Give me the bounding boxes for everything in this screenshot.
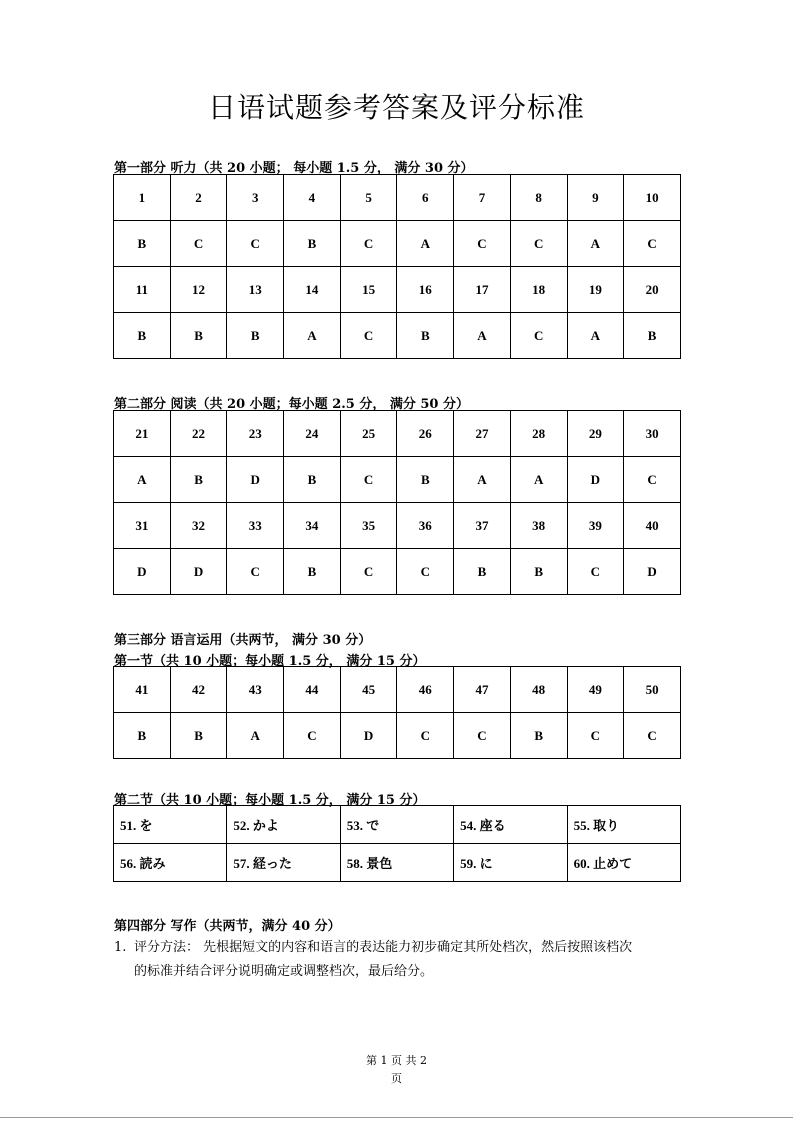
table-cell: 22 [170, 411, 227, 457]
table-cell: A [114, 457, 171, 503]
table-cell: C [340, 549, 397, 595]
table-cell: 8 [510, 175, 567, 221]
table-cell: 58. 景色 [340, 844, 453, 882]
table-row [114, 713, 681, 759]
table-cell: 9 [567, 175, 624, 221]
table-cell: 12 [170, 267, 227, 313]
table-cell: C [454, 713, 511, 759]
table-row [114, 844, 681, 882]
table-cell: C [397, 713, 454, 759]
page-footer-line2: 页 [391, 1072, 402, 1085]
table-cell: B [397, 457, 454, 503]
table-cell: C [624, 457, 681, 503]
table-row [114, 411, 681, 457]
table-cell: D [170, 549, 227, 595]
table-cell: 36 [397, 503, 454, 549]
table-cell: 40 [624, 503, 681, 549]
table-cell: 44 [284, 667, 341, 713]
part3-section1-answer-table [113, 666, 681, 759]
table-cell: 28 [510, 411, 567, 457]
table-cell: A [510, 457, 567, 503]
table-cell: 49 [567, 667, 624, 713]
table-cell: 46 [397, 667, 454, 713]
table-cell: 38 [510, 503, 567, 549]
table-cell: B [284, 221, 341, 267]
table-cell: D [624, 549, 681, 595]
table-cell: A [454, 457, 511, 503]
part1-heading: 第一部分 听力（共 20 小题； 每小题 1.5 分， 满分 30 分） [114, 161, 474, 176]
table-cell: 6 [397, 175, 454, 221]
table-cell: 48 [510, 667, 567, 713]
table-cell: 32 [170, 503, 227, 549]
part4-item-text-line1: 评分方法： 先根据短文的内容和语言的表达能力初步确定其所处档次，然后按照该档次 [134, 940, 633, 955]
table-cell: B [114, 221, 171, 267]
table-cell: B [397, 313, 454, 359]
table-cell: 56. 読み [114, 844, 227, 882]
table-cell: D [340, 713, 397, 759]
table-cell: 23 [227, 411, 284, 457]
table-cell: 15 [340, 267, 397, 313]
table-cell: C [397, 549, 454, 595]
table-cell: C [170, 221, 227, 267]
table-cell: 37 [454, 503, 511, 549]
table-cell: 19 [567, 267, 624, 313]
table-cell: C [510, 313, 567, 359]
table-cell: 4 [284, 175, 341, 221]
table-row [114, 221, 681, 267]
table-cell: 47 [454, 667, 511, 713]
table-cell: C [227, 549, 284, 595]
table-cell: C [624, 713, 681, 759]
part4-item-1 [114, 936, 684, 984]
table-cell: B [284, 549, 341, 595]
table-cell: 26 [397, 411, 454, 457]
table-cell: 50 [624, 667, 681, 713]
table-cell: 52. かよ [227, 806, 340, 844]
table-cell: C [340, 313, 397, 359]
table-row [114, 175, 681, 221]
page-title: 日语试题参考答案及评分标准 [207, 91, 585, 124]
table-cell: B [510, 713, 567, 759]
part3-section1-heading: 第一节（共 10 小题；每小题 1.5 分， 满分 15 分） [114, 654, 426, 669]
table-cell: B [114, 713, 171, 759]
part3-heading: 第三部分 语言运用（共两节， 满分 30 分） [114, 633, 372, 648]
table-row [114, 503, 681, 549]
table-cell: 20 [624, 267, 681, 313]
table-cell: C [510, 221, 567, 267]
table-cell: 10 [624, 175, 681, 221]
table-cell: B [454, 549, 511, 595]
table-cell: 16 [397, 267, 454, 313]
table-cell: 3 [227, 175, 284, 221]
table-cell: A [567, 313, 624, 359]
table-cell: C [284, 713, 341, 759]
table-cell: 42 [170, 667, 227, 713]
table-cell: 7 [454, 175, 511, 221]
table-cell: 54. 座る [454, 806, 567, 844]
table-row [114, 549, 681, 595]
table-cell: 39 [567, 503, 624, 549]
table-cell: 33 [227, 503, 284, 549]
table-cell: 30 [624, 411, 681, 457]
table-row [114, 806, 681, 844]
table-cell: 59. に [454, 844, 567, 882]
part4-item-number: 1. [114, 940, 127, 955]
table-cell: B [170, 713, 227, 759]
table-cell: 55. 取り [567, 806, 680, 844]
table-cell: A [567, 221, 624, 267]
table-cell: 45 [340, 667, 397, 713]
table-cell: 25 [340, 411, 397, 457]
table-cell: B [284, 457, 341, 503]
table-cell: B [227, 313, 284, 359]
table-cell: 11 [114, 267, 171, 313]
table-cell: 13 [227, 267, 284, 313]
table-cell: 18 [510, 267, 567, 313]
table-row [114, 313, 681, 359]
table-cell: 27 [454, 411, 511, 457]
table-cell: 31 [114, 503, 171, 549]
table-cell: 34 [284, 503, 341, 549]
table-cell: 57. 経った [227, 844, 340, 882]
table-cell: C [454, 221, 511, 267]
table-cell: C [227, 221, 284, 267]
table-cell: 43 [227, 667, 284, 713]
table-cell: A [397, 221, 454, 267]
part3-section2-heading: 第二节（共 10 小题；每小题 1.5 分， 满分 15 分） [114, 793, 426, 808]
table-cell: C [340, 221, 397, 267]
table-cell: B [170, 313, 227, 359]
table-cell: 1 [114, 175, 171, 221]
table-cell: C [567, 549, 624, 595]
table-cell: B [510, 549, 567, 595]
table-cell: B [624, 313, 681, 359]
table-cell: 2 [170, 175, 227, 221]
table-cell: 60. 止めて [567, 844, 680, 882]
part2-heading: 第二部分 阅读（共 20 小题；每小题 2.5 分， 满分 50 分） [114, 397, 470, 412]
table-cell: C [567, 713, 624, 759]
part2-answer-table [113, 410, 681, 595]
table-cell: 35 [340, 503, 397, 549]
table-cell: D [227, 457, 284, 503]
table-cell: A [454, 313, 511, 359]
part4-heading: 第四部分 写作（共两节，满分 40 分） [114, 919, 341, 934]
table-cell: 17 [454, 267, 511, 313]
table-cell: A [227, 713, 284, 759]
part4-item-text-line2: 的标准并结合评分说明确定或调整档次，最后给分。 [134, 964, 434, 979]
part3-section2-answer-table [113, 805, 681, 882]
table-row [114, 457, 681, 503]
table-cell: 14 [284, 267, 341, 313]
table-cell: 5 [340, 175, 397, 221]
part1-answer-table [113, 174, 681, 359]
table-cell: C [340, 457, 397, 503]
table-cell: D [567, 457, 624, 503]
table-cell: 41 [114, 667, 171, 713]
table-row [114, 667, 681, 713]
table-cell: 21 [114, 411, 171, 457]
page-bottom-rule [0, 1117, 793, 1118]
table-row [114, 267, 681, 313]
table-cell: B [114, 313, 171, 359]
table-cell: 29 [567, 411, 624, 457]
table-cell: B [170, 457, 227, 503]
table-cell: C [624, 221, 681, 267]
table-cell: A [284, 313, 341, 359]
table-cell: D [114, 549, 171, 595]
table-cell: 53. で [340, 806, 453, 844]
table-cell: 51. を [114, 806, 227, 844]
page-footer-line1: 第 1 页 共 2 [366, 1054, 427, 1067]
table-cell: 24 [284, 411, 341, 457]
